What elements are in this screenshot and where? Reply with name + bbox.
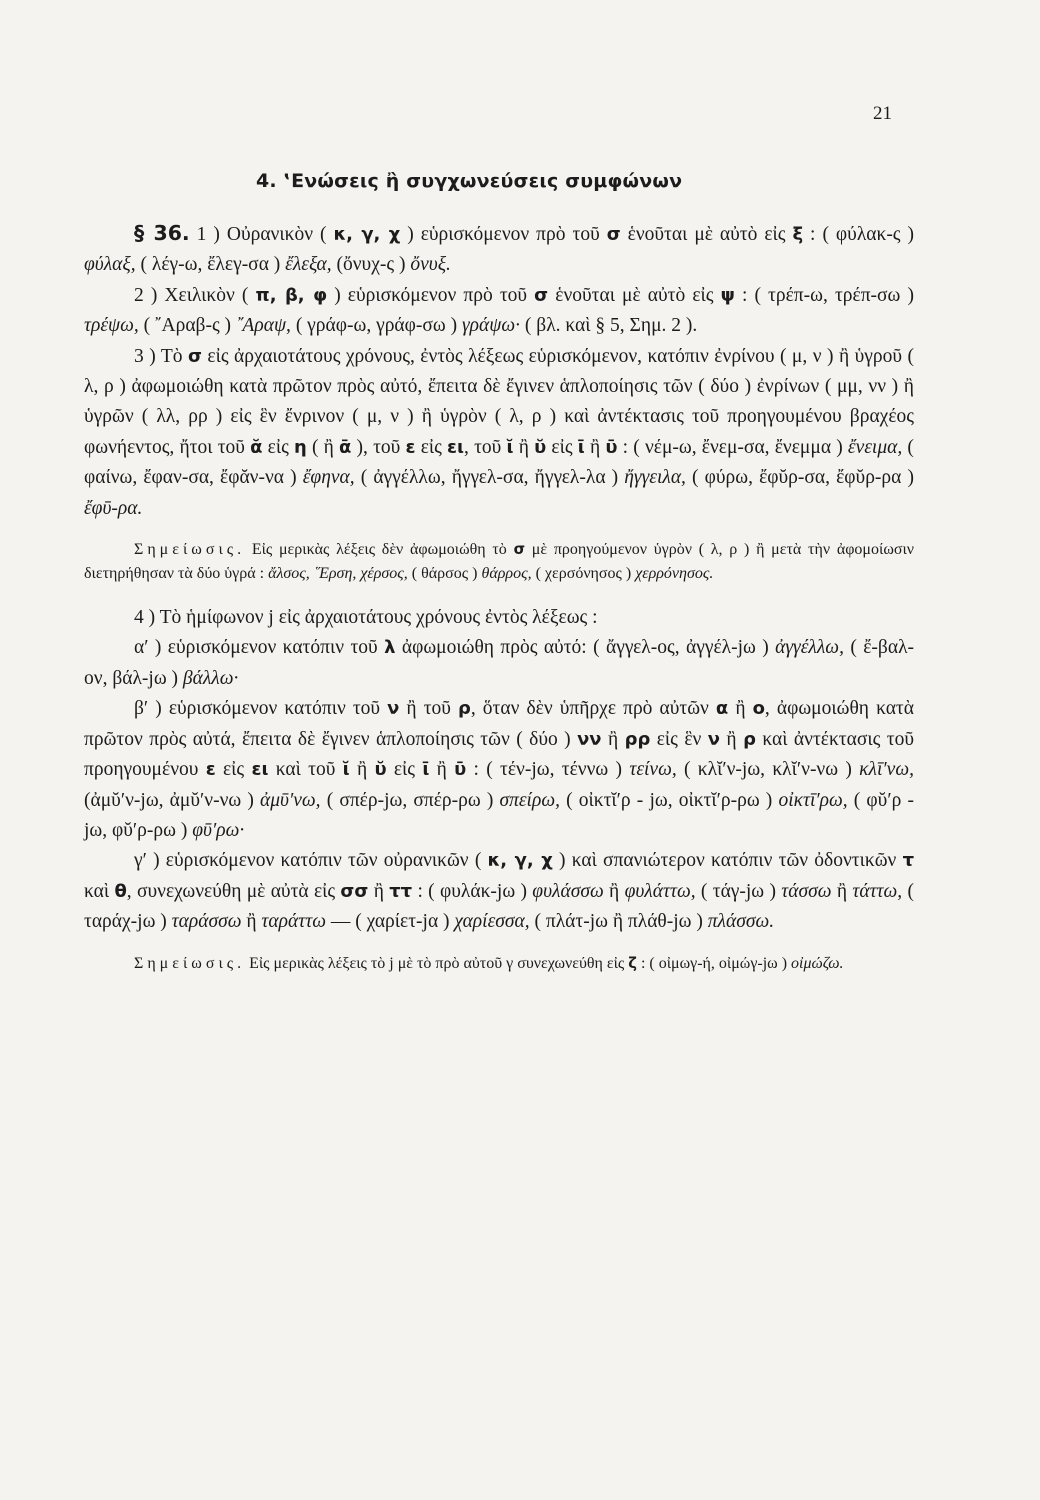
text-run: ( κλῐ′ν-jω, κλῐ′ν-νω ) <box>676 759 860 781</box>
text-run: ἔφηνα, <box>302 467 355 489</box>
text-run: γ′ ) εὑρισκόμενον κατόπιν τῶν οὐρανικῶν ( <box>134 850 488 872</box>
text-run: εἰς <box>215 759 252 781</box>
text-run: ε <box>405 436 416 458</box>
text-run: εἰς ἀρχαιοτάτους χρόνους, ἐντὸς λέξεως εὑρισκόμενον, κατόπιν ἐνρίνου ( μ, ν ) ἢ ὑγροῦ ( λ, ρ ) ἀφωμοιώθη κατὰ πρῶτον πρὸς αὐτό, ἔπειτα δὲ ἔγινεν ἁπλοποίησις τῶν ( δύο ) ἐνρίνων ( μμ, νν ) ἢ ὑγρῶν ( λλ, ρρ ) εἰς ἓν ἔνρινον ( μ, ν ) ἢ ὑγρὸν ( λ, ρ ) καὶ ἀντέκτασις τοῦ προηγουμένου βραχέος φωνήεντος, ἤτοι τοῦ <box>84 345 914 458</box>
text-run: ( χερσόνησος ) <box>531 564 636 582</box>
body-text <box>84 218 914 993</box>
text-run: ἑνοῦται μὲ αὐτὸ εἰς <box>620 224 793 245</box>
text-run: ει <box>447 436 465 458</box>
text-run: ἤγγειλα, <box>624 467 686 489</box>
text-run: ( ταράχ-jω ) <box>84 880 915 933</box>
text-run: : ( τρέπ-ω, τρέπ-σω ) <box>734 284 914 306</box>
text-run: καὶ <box>84 880 115 902</box>
text-run: § 36. <box>134 221 190 245</box>
note-label: Σημείωσις. <box>134 541 246 559</box>
text-run: οἰκτῑ′ρω, <box>778 789 848 811</box>
text-run: ἀφωμοιώθη πρὸς αὐτό: ( ἄγγελ-ος, ἀγγέλ-jω ) <box>395 637 776 659</box>
text-run: ῐ <box>342 759 350 781</box>
text-run: τάσσω <box>781 880 832 902</box>
note-paragraph <box>84 952 914 976</box>
body-paragraph <box>84 846 914 937</box>
text-run: κλῑ′νω, <box>859 759 914 781</box>
text-run: : ( νέμ-ω, ἔνεμ-σα, ἔνεμμα ) <box>617 436 848 458</box>
text-run: ο <box>752 698 765 720</box>
text-run: α′ ) εὑρισκόμενον κατόπιν τοῦ <box>134 637 385 659</box>
text-run: ζ <box>628 954 637 972</box>
text-run: ( ἢ <box>306 436 340 458</box>
text-run: φύλαξ, <box>84 254 136 276</box>
text-run: 4 ) Τὸ ἡμίφωνον j εἰς ἀρχαιοτάτους χρόνους ἐντὸς λέξεως : <box>134 607 598 629</box>
text-run: ἢ τοῦ <box>399 698 459 720</box>
text-run: φῡ′ρω· <box>192 819 245 841</box>
text-run: ἔλεξα, <box>285 254 332 276</box>
text-run: μὲ προηγούμενον ὑγρὸν ( λ, ρ ) ἢ μετὰ τὴν ἀφομοίωσιν διετηρήθησαν τὰ δύο ὑγρά : <box>84 541 915 582</box>
text-run: : ( φυλάκ-jω ) <box>412 880 533 902</box>
text-run: γράψω· <box>461 315 521 337</box>
page-number: 21 <box>873 103 892 124</box>
text-run: σ <box>187 345 202 367</box>
text-run: σσ <box>340 880 369 902</box>
text-run: ὄνυξ. <box>410 254 451 276</box>
text-run: , ὅταν δὲν ὑπῆρχε πρὸ αὐτῶν <box>470 698 716 720</box>
text-run: ρ <box>743 728 756 750</box>
text-run: χαρίεσσα, <box>454 911 530 933</box>
text-run: 1 ) Οὐρανικὸν ( <box>189 224 334 245</box>
text-run: εἰς <box>262 436 294 458</box>
text-run: ( θάρσος ) <box>407 564 482 582</box>
text-run: οἰμώζω. <box>791 954 844 972</box>
text-run: — ( χαρίετ-jα ) <box>325 911 455 933</box>
text-run: ψ <box>720 284 735 306</box>
text-run: ταράσσω <box>171 911 242 933</box>
text-run: θάρρος, <box>481 564 532 582</box>
text-run: ἢ <box>368 880 390 902</box>
text-run: εἰς <box>386 759 423 781</box>
text-run: σ <box>513 541 526 559</box>
text-run: ἢ <box>241 911 262 933</box>
text-run: τάττω, <box>852 880 903 902</box>
text-run: Εἰς μερικὰς λέξεις δὲν ἀφωμοιώθη τὸ <box>245 541 514 559</box>
note-label: Σημείωσις. <box>134 954 246 972</box>
text-run: καὶ τοῦ <box>268 759 343 781</box>
text-run: , τοῦ <box>464 436 507 458</box>
text-run: , ἀφωμοιώθη κατὰ πρῶτον πρὸς αὐτά, ἔπειτα δὲ ἔγινεν ἁπλοποίησις τῶν ( δύο ) <box>84 698 914 750</box>
text-run: ( οἰκτῐ′ρ - jω, οἰκτῐ′ρ-ρω ) <box>559 789 779 811</box>
text-run: ἀγγέλλω, <box>775 637 844 659</box>
text-run: εἰς ἓν <box>650 728 708 750</box>
text-run: ῡ <box>454 759 467 781</box>
note-paragraph <box>84 538 914 585</box>
text-run: ἢ <box>349 759 375 781</box>
text-run: ἢ <box>831 880 853 902</box>
text-run: ἄλσος, ῞Ερση, χέρσος, <box>268 564 408 582</box>
text-run: ξ <box>792 224 804 245</box>
text-run: ρρ <box>624 728 651 750</box>
text-run: ἢ <box>513 436 535 458</box>
text-run: ν <box>707 728 720 750</box>
text-run: ταράττω <box>261 911 326 933</box>
text-run: ) εὑρισκόμενον πρὸ τοῦ <box>400 224 607 245</box>
text-run: νν <box>577 728 602 750</box>
text-run: ἢ <box>429 759 455 781</box>
text-run: ῠ <box>374 759 387 781</box>
text-run: ), τοῦ <box>351 436 406 458</box>
body-paragraph <box>84 342 914 524</box>
text-run: ἢ <box>601 728 625 750</box>
text-run: ει <box>251 759 269 781</box>
text-run: ττ <box>389 880 413 902</box>
text-run: κ, γ, χ <box>487 850 553 872</box>
text-run: ἢ <box>584 436 606 458</box>
text-run: τείνω, <box>629 759 677 781</box>
text-run: ῑ <box>422 759 430 781</box>
text-run: π, β, φ <box>255 284 328 306</box>
text-run: ἔφῡ-ρα. <box>84 497 143 519</box>
body-paragraph <box>84 603 914 633</box>
text-run: β′ ) εὑρισκόμενον κατόπιν τοῦ <box>134 698 388 720</box>
text-run: ε <box>205 759 216 781</box>
text-run: (ἀμῠ′ν-jω, ἀμῠ′ν-νω ) <box>84 789 260 811</box>
text-run: βάλλω· <box>182 667 239 689</box>
text-run: χερρόνησος. <box>635 564 714 582</box>
text-run: ῑ <box>577 436 585 458</box>
body-paragraph <box>84 218 914 281</box>
text-run: ἢ <box>720 728 744 750</box>
body-paragraph <box>84 694 914 846</box>
body-paragraph <box>84 633 914 694</box>
text-run: ( φύρω, ἔφῠρ-σα, ἔφῠρ-ρα ) <box>685 467 914 489</box>
text-run: ( γράφ-ω, γράφ-σω ) <box>290 315 462 337</box>
section-heading: 4. ‛Ενώσεις ἢ συγχωνεύσεις συμφώνων <box>256 170 683 192</box>
text-run: τ <box>902 850 915 872</box>
text-run: ) εὑρισκόμενον πρὸ τοῦ <box>327 284 535 306</box>
text-run: ( ῎Αραβ-ς ) <box>138 315 236 337</box>
text-run: , συνεχωνεύθη μὲ αὐτὰ εἰς <box>126 880 341 902</box>
text-run: (ὄνυχ-ς ) <box>331 254 411 276</box>
text-run: α <box>715 698 729 720</box>
text-run: ) καὶ σπανιώτερον κατόπιν τῶν ὀδοντικῶν <box>552 850 903 872</box>
text-run: τρέψω, <box>84 315 139 337</box>
text-run: ῡ <box>605 436 618 458</box>
text-run: εἰς <box>546 436 578 458</box>
text-run: Εἰς μερικὰς λέξεις τὸ j μὲ τὸ πρὸ αὐτοῦ γ συνεχωνεύθη εἰς <box>245 954 629 972</box>
text-run: ᾰ <box>250 436 263 458</box>
text-run: φυλάττω, <box>624 880 696 902</box>
text-run: 3 ) Τὸ <box>134 345 188 367</box>
text-run: η <box>293 436 307 458</box>
text-run: ᾱ <box>339 436 352 458</box>
text-run: ( λέγ-ω, ἔλεγ-σα ) <box>135 254 286 276</box>
text-run: θ <box>114 880 127 902</box>
text-run: καὶ ἀντέκτασις τοῦ προηγουμένου <box>84 728 915 781</box>
text-run: σ <box>606 224 621 245</box>
text-run: λ <box>384 637 396 659</box>
text-run: ἢ <box>603 880 625 902</box>
text-run: ἔνειμα, <box>847 436 903 458</box>
text-run: ν <box>387 698 400 720</box>
text-run: ρ <box>458 698 471 720</box>
text-run: ῐ <box>506 436 514 458</box>
text-run: φυλάσσω <box>532 880 604 902</box>
text-run: εἰς <box>415 436 448 458</box>
text-run: : ( φύλακ-ς ) <box>803 224 914 245</box>
text-run: : ( οἰμωγ-ή, οἰμώγ-jω ) <box>636 954 792 972</box>
body-paragraph <box>84 281 914 342</box>
text-run: ἢ <box>728 698 753 720</box>
text-run: ( ἔ-βαλ-ον, βάλ-jω ) <box>84 637 915 689</box>
text-run: ( φαίνω, ἔφαν-σα, ἔφᾰν-να ) <box>84 436 914 489</box>
text-run: ( ἀγγέλλω, ἤγγελ-σα, ἤγγελ-λα ) <box>354 467 625 489</box>
text-run: ῠ <box>534 436 547 458</box>
text-run: ( σπέρ-jω, σπέρ-ρω ) <box>320 789 500 811</box>
text-run: σ <box>534 284 549 306</box>
text-run: : ( τέν-jω, τέννω ) <box>466 759 630 781</box>
text-run: ἑνοῦται μὲ αὐτὸ εἰς <box>548 284 721 306</box>
text-run: ( φῠ′ρ - jω, φῠ′ρ-ρω ) <box>84 789 914 841</box>
text-run: ( βλ. καὶ § 5, Σημ. 2 ). <box>520 315 698 337</box>
text-run: κ, γ, χ <box>333 224 401 245</box>
text-run: σπείρω, <box>499 789 560 811</box>
text-run: ( πλάτ-jω ἢ πλάθ-jω ) <box>529 911 708 933</box>
text-run: ( τάγ-jω ) <box>695 880 782 902</box>
text-run: ἀμῡ′νω, <box>260 789 321 811</box>
text-run: ῎Αραψ, <box>235 315 291 337</box>
text-run: πλάσσω. <box>707 911 775 933</box>
text-run: 2 ) Χειλικὸν ( <box>134 284 256 306</box>
